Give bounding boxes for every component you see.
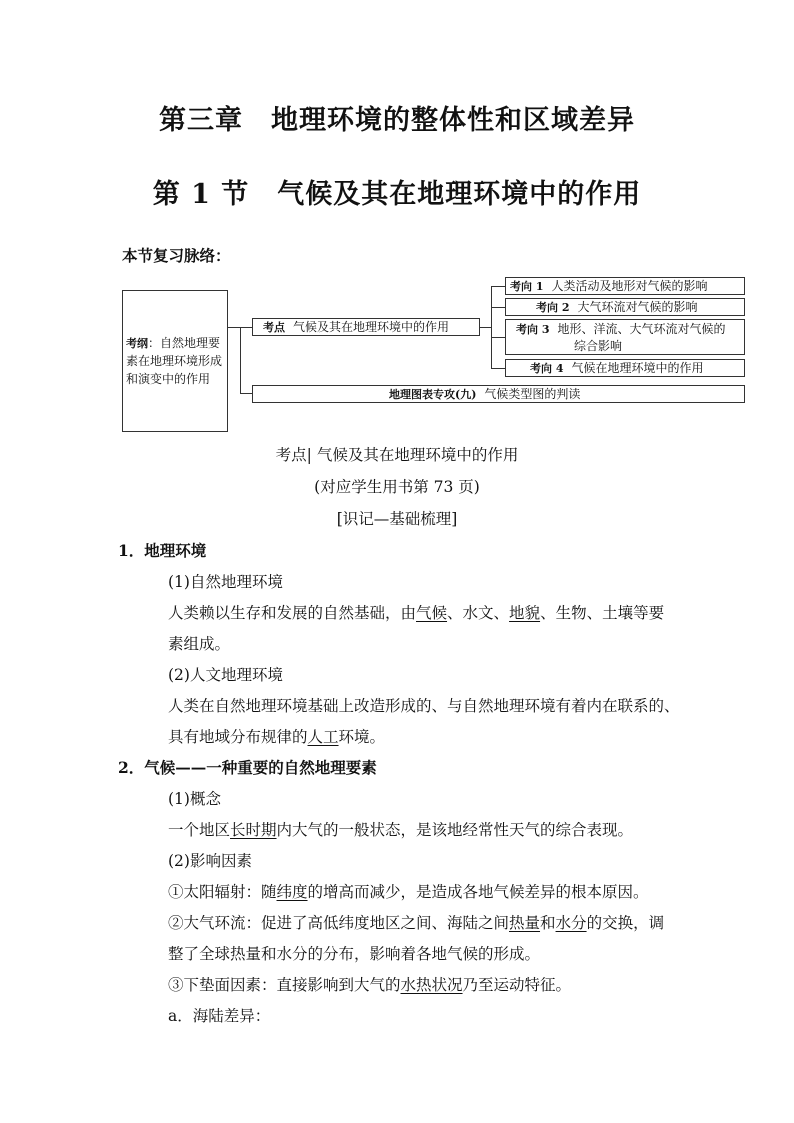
s1-paragraph-2-cont: 具有地域分布规律的人工环境。 [168,728,386,746]
blank-answer: 热量 [509,914,541,932]
s1-paragraph-2: 人类在自然地理环境基础上改造形成的、与自然地理环境有着内在联系的、 [168,697,680,715]
outline-box [122,290,228,432]
point-text: 气候及其在地理环境中的作用 [293,320,450,334]
direction-tag-1: 考向 1 [510,280,544,293]
direction-box-1 [505,277,745,295]
section-name: 气候及其在地理环境中的作用 [277,179,642,210]
point-tag: 考点 [263,321,285,334]
direction-text-4: 气候在地理环境中的作用 [571,361,704,375]
blank-answer: 气候 [416,604,448,622]
outline-text-1: ：自然地理要 [148,336,221,350]
s2-sub2: (2)影响因素 [168,852,252,870]
direction-tag-3: 考向 3 [516,323,550,336]
outline-text-3: 和演变中的作用 [126,372,211,386]
section-number: 第 1 节 [152,179,250,210]
outline-tag: 考纲 [126,337,148,350]
s1-sub1: (1)自然地理环境 [168,573,283,591]
direction-text-2: 大气环流对气候的影响 [577,300,698,314]
direction-tag-2: 考向 2 [536,301,570,314]
s1-paragraph-1: 人类赖以生存和发展的自然基础，由气候、水文、地貌、生物、土壤等要 [168,604,665,622]
s1-title: 1．地理环境 [118,541,207,560]
blank-answer: 人工 [307,728,339,746]
blank-answer: 水热状况 [400,976,463,994]
s2-factor-3: ③下垫面因素：直接影响到大气的水热状况乃至运动特征。 [168,976,572,994]
chapter-title [0,98,794,137]
s2-paragraph-1: 一个地区长时期内大气的一般状态，是该地经常性天气的综合表现。 [168,821,634,839]
direction-tag-4: 考向 4 [530,362,564,375]
kaodian-heading: 考点| 气候及其在地理环境中的作用 [275,446,519,464]
blank-answer: 水分 [555,914,587,932]
book-reference: (对应学生用书第 73 页) [314,478,480,496]
topic-text: 气候类型图的判读 [484,387,581,401]
review-label: 本节复习脉络： [122,246,231,265]
blank-answer: 长时期 [230,821,277,839]
section-title [0,172,794,211]
chapter-name: 地理环境的整体性和区域差异 [271,105,635,136]
direction-text-3b: 综合影响 [574,339,623,353]
point-box [252,318,480,336]
topic-box [252,385,745,403]
direction-box-2 [505,298,745,316]
topic-tag: 地理图表专攻(九) [389,388,477,401]
direction-box-4 [505,359,745,377]
s2-factor-2-cont: 整了全球热量和水分的分布，影响着各地气候的形成。 [168,945,541,963]
s1-sub2: (2)人文地理环境 [168,666,283,684]
blank-answer: 地貌 [509,604,541,622]
s1-paragraph-1-cont: 素组成。 [168,635,231,653]
outline-text-2: 素在地理环境形成 [126,354,223,368]
direction-text-3: 地形、洋流、大气环流对气候的 [557,322,726,336]
chapter-number: 第三章 [159,105,243,136]
s2-sub1: (1)概念 [168,790,221,808]
direction-box-3 [505,319,745,355]
s2-title: 2．气候——一种重要的自然地理要素 [118,758,377,777]
s2-factor-3a: a．海陆差异： [168,1007,271,1025]
direction-text-1: 人类活动及地形对气候的影响 [551,279,708,293]
blank-answer: 纬度 [276,883,308,901]
s2-factor-2: ②大气环流：促进了高低纬度地区之间、海陆之间热量和水分的交换，调 [168,914,665,932]
basic-section-label: [识记—基础梳理] [336,510,458,528]
s2-factor-1: ①太阳辐射：随纬度的增高而减少，是造成各地气候差异的根本原因。 [168,883,649,901]
